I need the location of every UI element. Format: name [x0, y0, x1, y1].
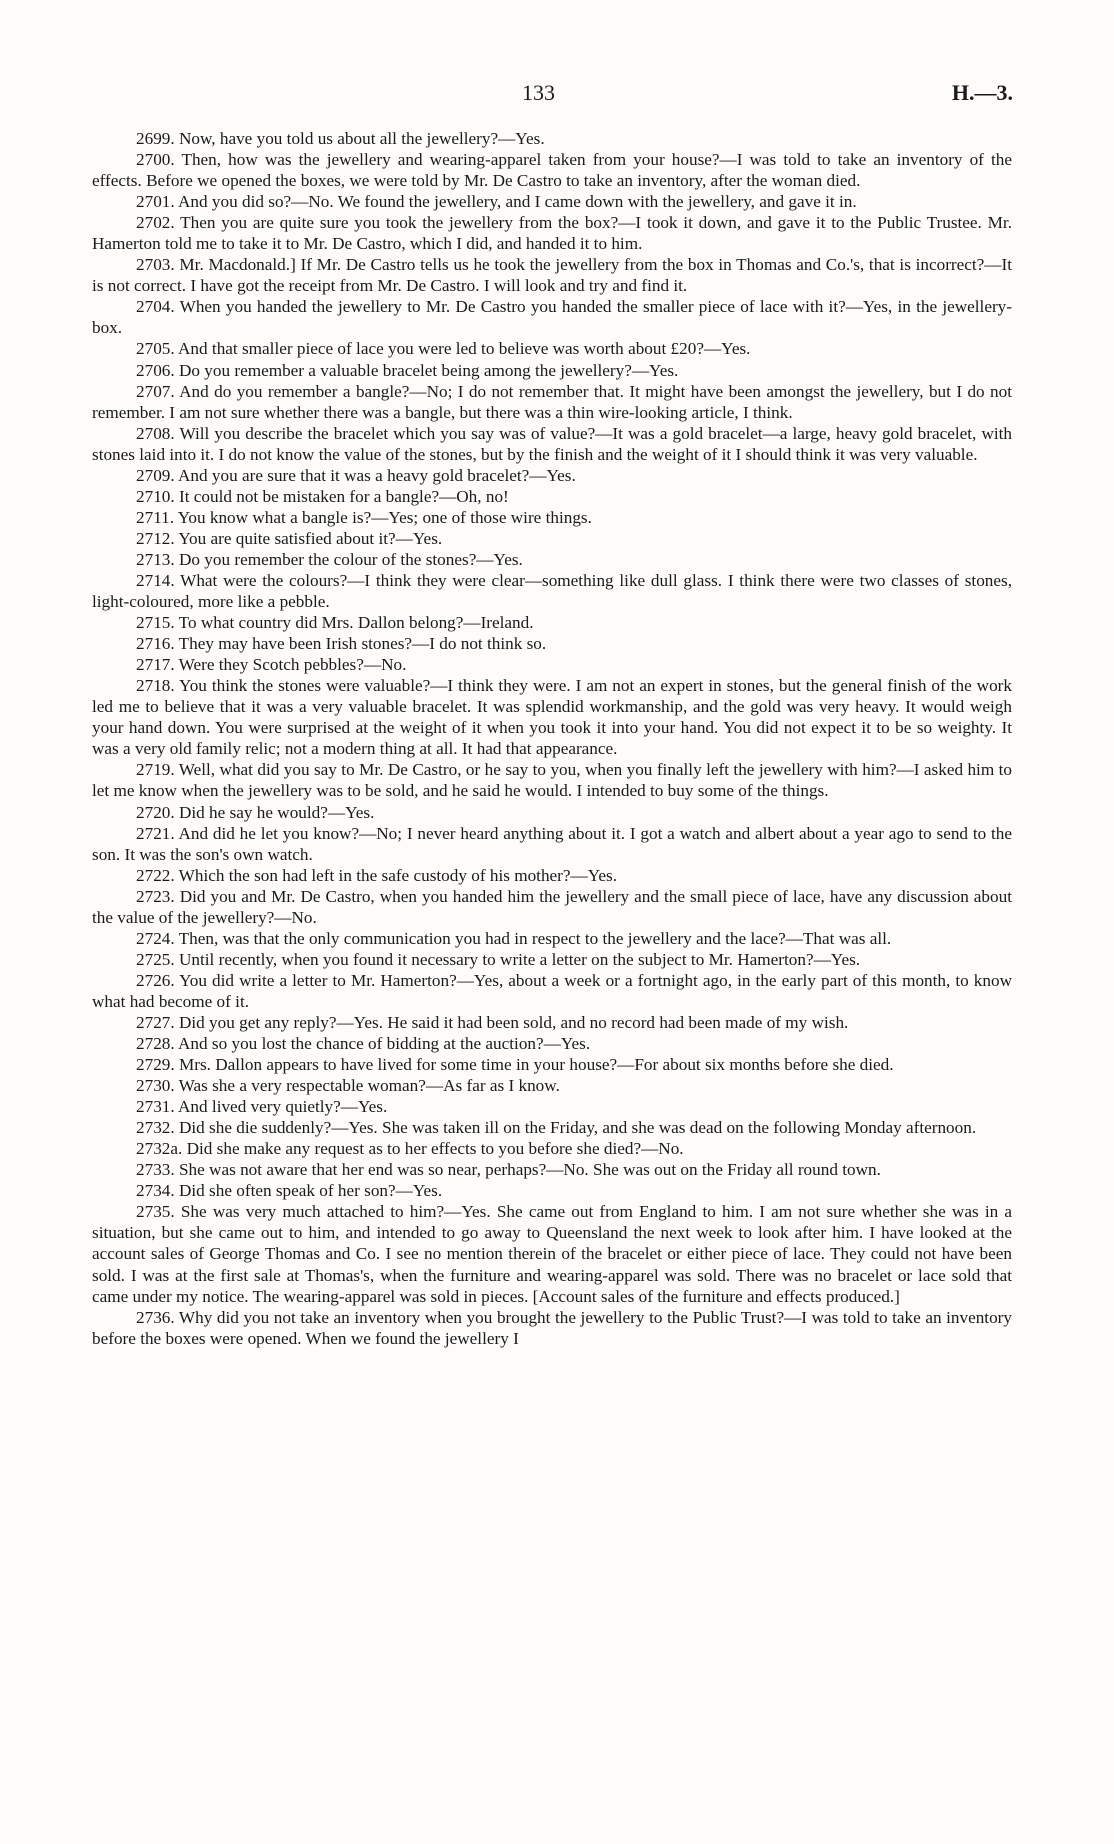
testimony-paragraph: 2706. Do you remember a valuable bracelet being among the jewellery?—Yes.	[136, 360, 679, 380]
testimony-paragraph: 2721. And did he let you know?—No; I never heard anything about it. I got a watch and albert about a year ago to send to the son. It was the son's own watch.	[92, 823, 1012, 864]
testimony-paragraph: 2730. Was she a very respectable woman?—As far as I know.	[136, 1076, 560, 1096]
testimony-body	[92, 128, 1012, 1349]
testimony-paragraph: 2704. When you handed the jewellery to Mr. De Castro you handed the smaller piece of lace with it?—Yes, in the jewellery-box.	[92, 297, 1012, 338]
testimony-paragraph: 2717. Were they Scotch pebbles?—No.	[136, 655, 407, 675]
testimony-paragraph: 2725. Until recently, when you found it necessary to write a letter on the subject to Mr. Hamerton?—Yes.	[136, 949, 861, 969]
testimony-paragraph: 2729. Mrs. Dallon appears to have lived for some time in your house?—For about six months before she died.	[136, 1055, 894, 1075]
testimony-paragraph: 2722. Which the son had left in the safe custody of his mother?—Yes.	[136, 865, 618, 885]
testimony-paragraph: 2702. Then you are quite sure you took the jewellery from the box?—I took it down, and gave it to the Public Trustee. Mr. Hamerton told me to take it to Mr. De Castro, which I did, and handed it to him.	[92, 213, 1012, 254]
testimony-paragraph: 2703. Mr. Macdonald.] If Mr. De Castro tells us he took the jewellery from the box in Thomas and Co.'s, that is incorrect?—It is not correct. I have got the receipt from Mr. De Castro. I will look and try and find it.	[92, 255, 1012, 296]
series-reference: H.—3.	[951, 80, 1013, 105]
testimony-paragraph: 2736. Why did you not take an inventory when you brought the jewellery to the Public Trust?—I was told to take an inventory before the boxes were opened. When we found the jewellery I	[92, 1307, 1012, 1348]
testimony-paragraph: 2700. Then, how was the jewellery and wearing-apparel taken from your house?—I was told to take an inventory of the effects. Before we opened the boxes, we were told by Mr. De Castro to take an inventory, after the woman died.	[92, 150, 1012, 191]
testimony-paragraph: 2712. You are quite satisfied about it?—Yes.	[136, 528, 443, 548]
testimony-paragraph: 2707. And do you remember a bangle?—No; I do not remember that. It might have been amongst the jewellery, but I do not remember. I am not sure whether there was a bangle, but there was a thin wire-looking article, I think.	[92, 381, 1012, 422]
testimony-paragraph: 2699. Now, have you told us about all the jewellery?—Yes.	[136, 129, 545, 148]
testimony-paragraph: 2715. To what country did Mrs. Dallon belong?—Ireland.	[136, 613, 534, 633]
testimony-paragraph: 2723. Did you and Mr. De Castro, when you handed him the jewellery and the small piece of lace, have any discussion about the value of the jewellery?—No.	[92, 886, 1012, 927]
testimony-paragraph: 2733. She was not aware that her end was so near, perhaps?—No. She was out on the Friday all round town.	[136, 1160, 881, 1180]
testimony-paragraph: 2728. And so you lost the chance of bidding at the auction?—Yes.	[136, 1034, 591, 1054]
page-header	[0, 80, 1114, 110]
testimony-paragraph: 2731. And lived very quietly?—Yes.	[136, 1097, 388, 1117]
testimony-paragraph: 2719. Well, what did you say to Mr. De Castro, or he say to you, when you finally left the jewellery with him?—I asked him to let me know when the jewellery was to be sold, and he said he would. I intended to buy some of the things.	[92, 760, 1012, 801]
testimony-paragraph: 2718. You think the stones were valuable?—I think they were. I am not an expert in stones, but the general finish of the work led me to believe that it was a very valuable bracelet. It was splendid workmanship, and the gold was very heavy. It would weigh your hand down. You were surprised at the weight of it when you took it into your hand. You did not expect it to be so weighty. It was a very old family relic; not a modern thing at all. It had that appearance.	[92, 676, 1012, 759]
page-number: 133	[522, 80, 555, 105]
testimony-paragraph: 2705. And that smaller piece of lace you were led to believe was worth about £20?—Yes.	[136, 339, 751, 359]
testimony-paragraph: 2732. Did she die suddenly?—Yes. She was taken ill on the Friday, and she was dead on the following Monday afternoon.	[136, 1118, 977, 1138]
testimony-paragraph: 2710. It could not be mistaken for a bangle?—Oh, no!	[136, 486, 509, 506]
testimony-paragraph: 2734. Did she often speak of her son?—Yes.	[136, 1181, 443, 1201]
testimony-paragraph: 2720. Did he say he would?—Yes.	[136, 802, 375, 822]
testimony-paragraph: 2701. And you did so?—No. We found the jewellery, and I came down with the jewellery, and gave it in.	[136, 192, 857, 212]
testimony-paragraph: 2708. Will you describe the bracelet which you say was of value?—It was a gold bracelet—a large, heavy gold bracelet, with stones laid into it. I do not know the value of the stones, but by the finish and the weight of it I should think it was very valuable.	[92, 423, 1012, 464]
testimony-paragraph: 2716. They may have been Irish stones?—I do not think so.	[136, 634, 547, 654]
testimony-paragraph: 2735. She was very much attached to him?—Yes. She came out from England to him. I am not sure whether she was in a situation, but she came out to him, and intended to go away to Queensland the next week to look after him. I have looked at the account sales of George Thomas and Co. I see no mention therein of the bracelet or either piece of lace. They could not have been sold. I was at the first sale at Thomas's, when the furniture and wearing-apparel was sold. There was no bracelet or lace sold that came under my notice. The wearing-apparel was sold in pieces. [Account sales of the furniture and effects produced.]	[92, 1202, 1012, 1306]
testimony-paragraph: 2724. Then, was that the only communication you had in respect to the jewellery and the lace?—That was all.	[136, 928, 892, 948]
testimony-paragraph: 2732a. Did she make any request as to her effects to you before she died?—No.	[136, 1139, 684, 1159]
testimony-paragraph: 2709. And you are sure that it was a heavy gold bracelet?—Yes.	[136, 465, 576, 485]
testimony-paragraph: 2711. You know what a bangle is?—Yes; one of those wire things.	[136, 507, 592, 527]
testimony-paragraph: 2727. Did you get any reply?—Yes. He said it had been sold, and no record had been made of my wish.	[136, 1012, 849, 1032]
testimony-paragraph: 2714. What were the colours?—I think they were clear—something like dull glass. I think there were two classes of stones, light-coloured, more like a pebble.	[92, 570, 1012, 612]
testimony-paragraph: 2713. Do you remember the colour of the stones?—Yes.	[136, 549, 523, 569]
testimony-paragraph: 2726. You did write a letter to Mr. Hamerton?—Yes, about a week or a fortnight ago, in the early part of this month, to know what had become of it.	[92, 970, 1012, 1011]
